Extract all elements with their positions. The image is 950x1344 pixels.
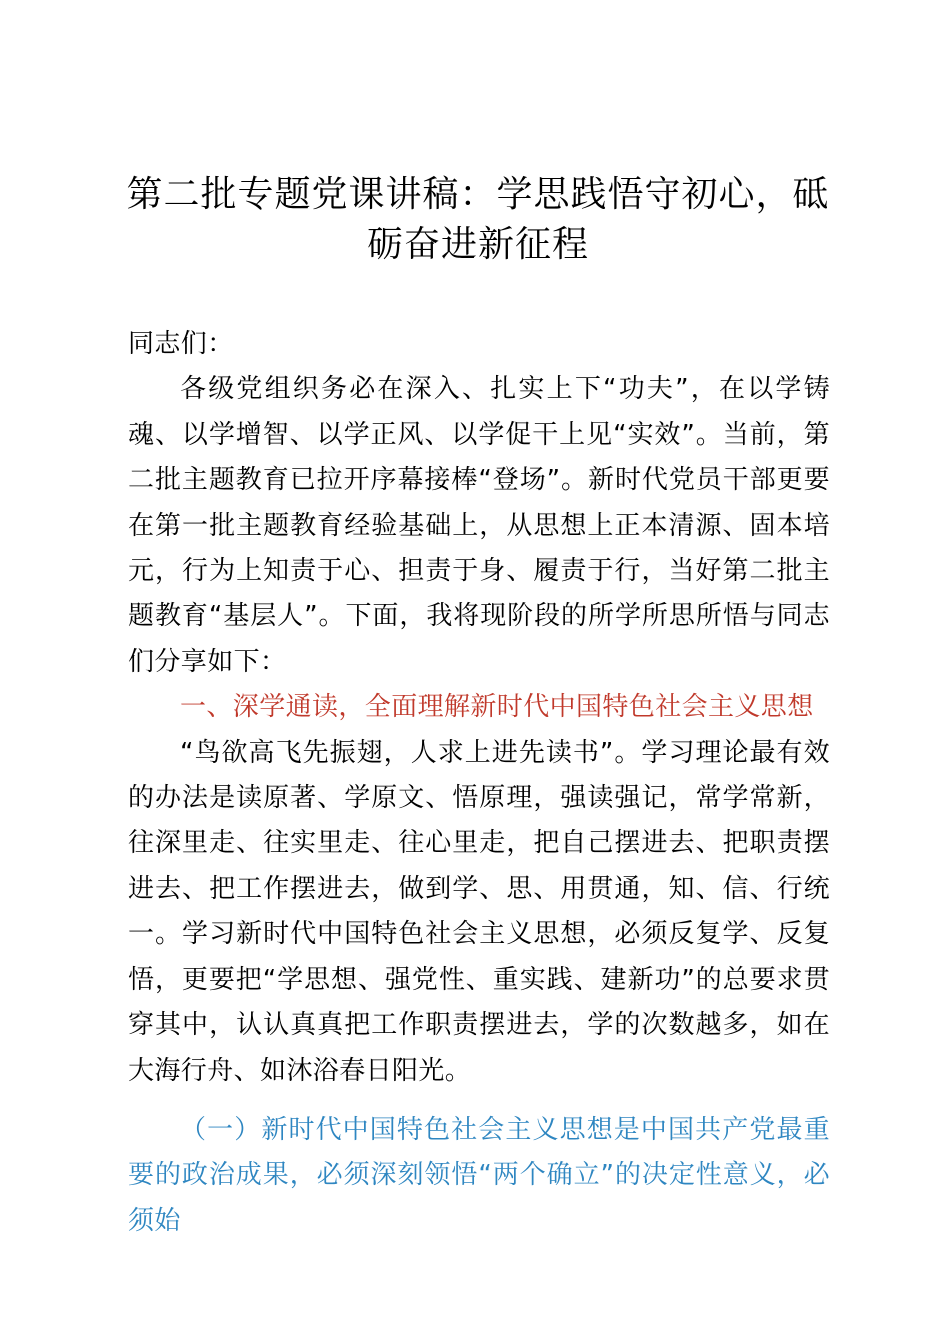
paragraph-intro: 各级党组织务必在深入、扎实上下“功夫”，在以学铸魂、以学增智、以学正风、以学促干上见“实效”。当前，第二批主题教育已拉开序幕接棒“登场”。新时代党员干部更要在第一批主题教育经验基础上，从思想上正本清源、固本培元，行为上知责于心、担责于身、履责于行，当好第二批主题教育“基层人”。下面，我将现阶段的所学所思所悟与同志们分享如下：: [128, 374, 830, 677]
salutation: 同志们：: [128, 329, 234, 359]
subsection-heading: （一）新时代中国特色社会主义思想是中国共产党最重要的政治成果，必须深刻领悟“两个确立”的决定性意义，必须始: [128, 1114, 830, 1236]
document-body: [128, 322, 830, 1244]
document-title: 第二批专题党课讲稿：学思践悟守初心，砥砺奋进新征程: [126, 174, 830, 265]
section-heading: 一、深学通读，全面理解新时代中国特色社会主义思想: [180, 692, 814, 723]
paragraph-study: “鸟欲高飞先振翅，人求上进先读书”。学习理论最有效的办法是读原著、学原文、悟原理，强读强记，常学常新，往深里走、往实里走、往心里走，把自己摆进去、把职责摆进去、把工作摆进去，做到学、思、用贯通，知、信、行统一。学习新时代中国特色社会主义思想，必须反复学、反复悟，更要把“学思想、强党性、重实践、建新功”的总要求贯穿其中，认认真真把工作职责摆进去，学的次数越多，如在大海行舟、如沐浴春日阳光。: [128, 737, 830, 1086]
